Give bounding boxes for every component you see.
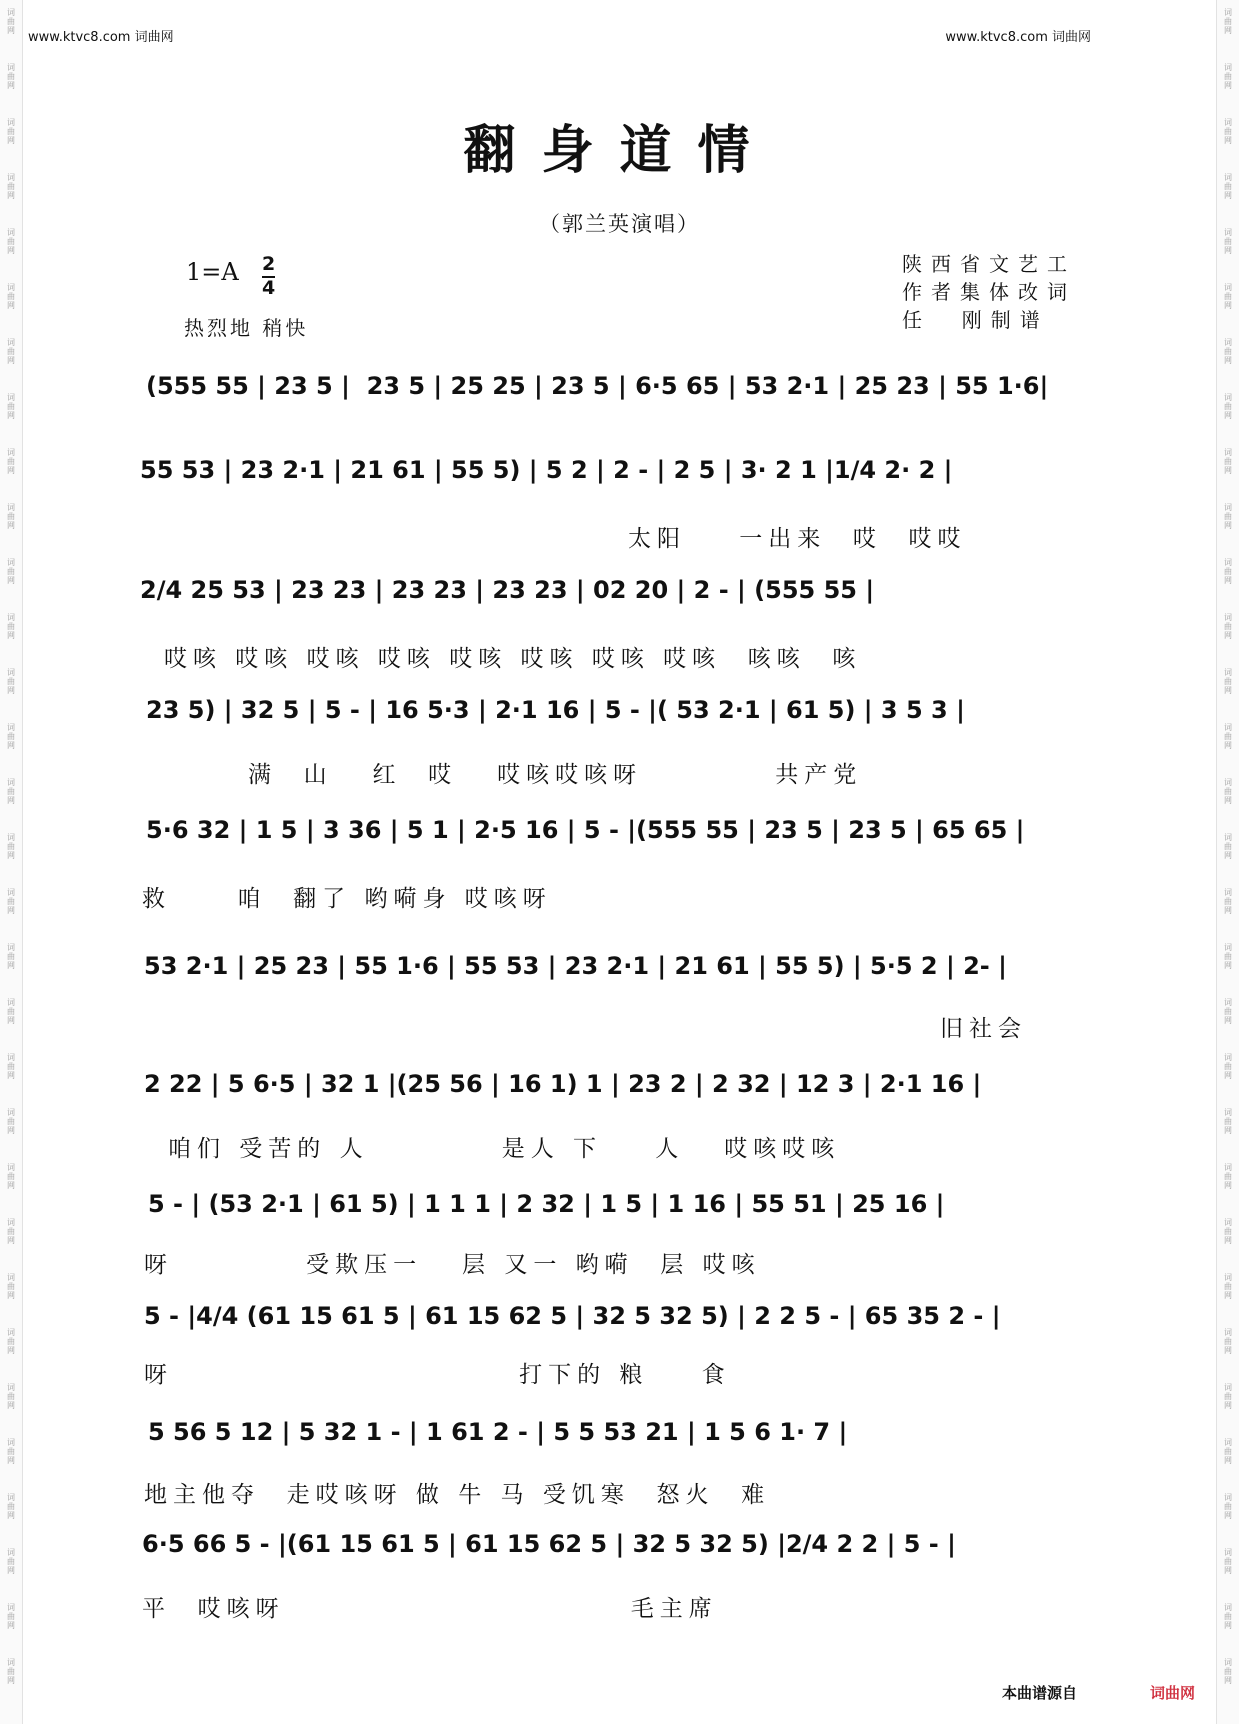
watermark-stamp: 词 曲 网 <box>7 833 15 860</box>
watermark-stamp: 词 曲 网 <box>7 1328 15 1355</box>
watermark-stamp: 词 曲 网 <box>7 8 15 35</box>
notation-row: 53 2·1 | 25 23 | 55 1·6 | 55 53 | 23 2·1 | 21 61 | 55 5) | 5·5 2 | 2- | <box>144 952 1007 980</box>
watermark-stamp: 词 曲 网 <box>7 1603 15 1630</box>
lyric-row: 太阳 一出来 哎 哎哎 <box>628 526 967 552</box>
notation-row: 5 - |4/4 (61 15 61 5 | 61 15 62 5 | 32 5 32 5) | 2 2 5 - | 65 35 2 - | <box>144 1302 1001 1330</box>
notation-row: 5·6 32 | 1 5 | 3 36 | 5 1 | 2·5 16 | 5 - |(555 55 | 23 5 | 23 5 | 65 65 | <box>146 816 1025 844</box>
watermark-stamp: 词 曲 网 <box>7 1273 15 1300</box>
lyric-line <box>0 1130 1239 1162</box>
watermark-stamp: 词 曲 网 <box>7 1383 15 1410</box>
watermark-stamp: 词 曲 网 <box>7 943 15 970</box>
watermark-stamp: 词 曲 网 <box>7 668 15 695</box>
watermark-stamp: 词 曲 网 <box>1224 1328 1232 1355</box>
watermark-stamp: 词 曲 网 <box>7 558 15 585</box>
score-system <box>0 1190 1239 1246</box>
score-system <box>0 1530 1239 1586</box>
lyric-line <box>0 880 1239 912</box>
score-system <box>0 1070 1239 1126</box>
notation-row: (555 55 | 23 5 | 23 5 | 25 25 | 23 5 | 6·5 65 | 53 2·1 | 25 23 | 55 1·6| <box>146 372 1049 400</box>
watermark-stamp: 词 曲 网 <box>1224 1163 1232 1190</box>
lyric-row: 哎咳 哎咳 哎咳 哎咳 哎咳 哎咳 哎咳 哎咳 咳咳 咳 <box>164 646 862 672</box>
song-title: 翻身道情 <box>463 120 776 181</box>
notation-row: 2 22 | 5 6·5 | 32 1 |(25 56 | 16 1) 1 | 23 2 | 2 32 | 12 3 | 2·1 16 | <box>144 1070 982 1098</box>
watermark-stamp: 词 曲 网 <box>7 173 15 200</box>
score-system <box>0 1302 1239 1358</box>
notation-row: 6·5 66 5 - |(61 15 61 5 | 61 15 62 5 | 32 5 32 5) |2/4 2 2 | 5 - | <box>142 1530 956 1558</box>
lyric-line <box>0 1590 1239 1622</box>
watermark-stamp: 词 曲 网 <box>1224 228 1232 255</box>
watermark-stamp: 词 曲 网 <box>1224 448 1232 475</box>
watermark-stamp: 词 曲 网 <box>1224 723 1232 750</box>
watermark-stamp: 词 曲 网 <box>1224 63 1232 90</box>
lyric-row: 呀 受欺压一 层 又一 哟嗬 层 哎咳 <box>144 1252 761 1278</box>
lyric-line <box>0 640 1239 672</box>
watermark-stamp: 词 曲 网 <box>1224 1218 1232 1245</box>
watermark-stamp: 词 曲 网 <box>1224 1548 1232 1575</box>
watermark-stamp: 词 曲 网 <box>7 118 15 145</box>
song-subtitle: （郭兰英演唱） <box>539 212 700 236</box>
lyric-row: 救 咱 翻了 哟嗬身 哎咳呀 <box>142 886 552 912</box>
watermark-stamp: 词 曲 网 <box>1224 1108 1232 1135</box>
watermark-stamp: 词 曲 网 <box>1224 1383 1232 1410</box>
lyric-row: 呀 打下的 粮 食 <box>144 1362 731 1388</box>
watermark-stamp: 词 曲 网 <box>7 1438 15 1465</box>
watermark-stamp: 词 曲 网 <box>1224 283 1232 310</box>
watermark-stamp: 词 曲 网 <box>1224 888 1232 915</box>
watermark-stamp: 词 曲 网 <box>7 998 15 1025</box>
time-signature-numerator: 2 <box>262 254 275 278</box>
notation-row: 55 53 | 23 2·1 | 21 61 | 55 5) | 5 2 | 2 - | 2 5 | 3· 2 1 |1/4 2· 2 | <box>140 456 953 484</box>
lyric-row: 咱们 受苦的 人 是人 下 人 哎咳哎咳 <box>168 1136 841 1162</box>
watermark-stamp: 词 曲 网 <box>1224 998 1232 1025</box>
watermark-stamp: 词 曲 网 <box>7 1108 15 1135</box>
watermark-stamp: 词 曲 网 <box>7 63 15 90</box>
lyric-line <box>0 1476 1239 1508</box>
score-system <box>0 576 1239 632</box>
notation-row: 5 56 5 12 | 5 32 1 - | 1 61 2 - | 5 5 53 21 | 1 5 6 1· 7 | <box>148 1418 848 1446</box>
header-left-site: www.ktvc8.com 词曲网 <box>28 30 174 45</box>
watermark-stamp: 词 曲 网 <box>1224 943 1232 970</box>
watermark-stamp: 词 曲 网 <box>1224 668 1232 695</box>
credits <box>902 250 1076 334</box>
watermark-stamp: 词 曲 网 <box>7 1548 15 1575</box>
header-right-site: www.ktvc8.com 词曲网 <box>945 30 1091 45</box>
watermark-stamp: 词 曲 网 <box>1224 1273 1232 1300</box>
notation-row: 2/4 25 53 | 23 23 | 23 23 | 23 23 | 02 20 | 2 - | (555 55 | <box>140 576 875 604</box>
watermark-stamp: 词 曲 网 <box>1224 1438 1232 1465</box>
notation-row: 23 5) | 32 5 | 5 - | 16 5·3 | 2·1 16 | 5 - |( 53 2·1 | 61 5) | 3 5 3 | <box>146 696 965 724</box>
footer-brand-link[interactable]: 词曲网 <box>1150 1684 1196 1702</box>
watermark-stamp: 词 曲 网 <box>7 228 15 255</box>
watermark-stamp: 词 曲 网 <box>1224 503 1232 530</box>
score-system <box>0 456 1239 512</box>
watermark-stamp: 词 曲 网 <box>1224 338 1232 365</box>
footer-source-label: 本曲谱源自 <box>1002 1684 1078 1702</box>
watermark-stamp: 词 曲 网 <box>7 338 15 365</box>
watermark-stamp: 词 曲 网 <box>1224 613 1232 640</box>
lyric-row: 满 山 红 哎 哎咳哎咳呀 共产党 <box>248 762 863 788</box>
key-signature: 1=A <box>186 258 239 286</box>
lyric-line <box>0 1010 1239 1042</box>
score-system <box>0 1418 1239 1474</box>
notation-row: 5 - | (53 2·1 | 61 5) | 1 1 1 | 2 32 | 1 5 | 1 16 | 55 51 | 25 16 | <box>148 1190 945 1218</box>
watermark-stamp: 词 曲 网 <box>1224 558 1232 585</box>
watermark-stamp: 词 曲 网 <box>1224 1493 1232 1520</box>
time-signature <box>262 254 275 299</box>
watermark-stamp: 词 曲 网 <box>7 283 15 310</box>
lyric-row: 平 哎咳呀 毛主席 <box>142 1596 718 1622</box>
lyric-line <box>0 520 1239 552</box>
watermark-stamp: 词 曲 网 <box>1224 778 1232 805</box>
watermark-stamp: 词 曲 网 <box>7 1658 15 1685</box>
watermark-stamp: 词 曲 网 <box>7 448 15 475</box>
credit-line: 作者集体改词 <box>902 280 1076 304</box>
watermark-stamp: 词 曲 网 <box>7 1218 15 1245</box>
time-signature-denominator: 4 <box>262 277 276 299</box>
watermark-stamp: 词 曲 网 <box>7 1493 15 1520</box>
lyric-row: 旧社会 <box>940 1016 1027 1042</box>
lyric-row: 地主他夺 走哎咳呀 做 牛 马 受饥寒 怒火 难 <box>144 1482 771 1508</box>
credit-line: 任 刚制谱 <box>902 308 1049 332</box>
lyric-line <box>0 756 1239 788</box>
watermark-stamp: 词 曲 网 <box>1224 1658 1232 1685</box>
watermark-stamp: 词 曲 网 <box>1224 833 1232 860</box>
lyric-line <box>0 1356 1239 1388</box>
watermark-stamp: 词 曲 网 <box>7 778 15 805</box>
tempo-marking: 热烈地 稍快 <box>184 316 309 340</box>
watermark-stamp: 词 曲 网 <box>7 1053 15 1080</box>
watermark-stamp: 词 曲 网 <box>1224 1603 1232 1630</box>
watermark-stamp: 词 曲 网 <box>7 1163 15 1190</box>
watermark-stamp: 词 曲 网 <box>1224 393 1232 420</box>
watermark-stamp: 词 曲 网 <box>7 613 15 640</box>
watermark-stamp: 词 曲 网 <box>7 503 15 530</box>
lyric-line <box>0 1246 1239 1278</box>
score-system <box>0 696 1239 752</box>
score-system <box>0 952 1239 1008</box>
watermark-stamp: 词 曲 网 <box>1224 118 1232 145</box>
watermark-stamp: 词 曲 网 <box>1224 173 1232 200</box>
score-system <box>0 816 1239 872</box>
watermark-stamp: 词 曲 网 <box>7 888 15 915</box>
watermark-stamp: 词 曲 网 <box>1224 1053 1232 1080</box>
watermark-stamp: 词 曲 网 <box>1224 8 1232 35</box>
score-system <box>0 372 1239 428</box>
credit-line: 陕西省文艺工 <box>902 252 1076 276</box>
watermark-stamp: 词 曲 网 <box>7 723 15 750</box>
watermark-stamp: 词 曲 网 <box>7 393 15 420</box>
